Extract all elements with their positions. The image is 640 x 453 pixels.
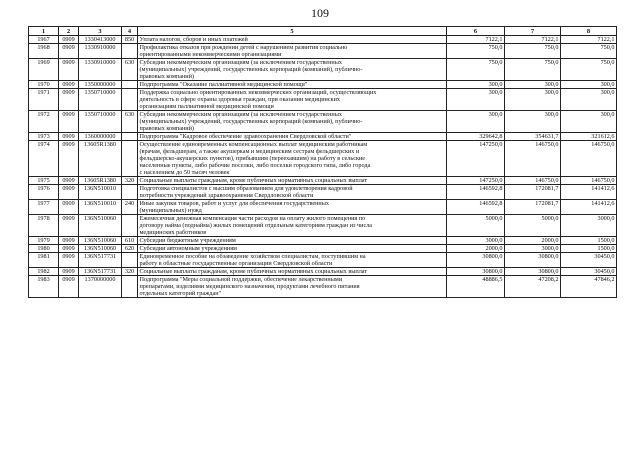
expense-type-cell <box>122 81 138 89</box>
description-line: Субсидии автономным учреждениям <box>139 245 237 252</box>
amount-year3-cell: 30450,0 <box>561 253 617 268</box>
table-row <box>29 44 617 59</box>
description-cell <box>138 253 447 268</box>
row-number-cell: 1981 <box>29 253 59 268</box>
description-line: работу в областные государственные организации Свердловской области <box>139 260 333 267</box>
amount-year3-cell: 300,0 <box>561 89 617 111</box>
row-number-cell: 1979 <box>29 237 59 245</box>
amount-year1-cell: 48886,5 <box>447 276 505 298</box>
amount-year2-cell: 354631,7 <box>505 133 561 141</box>
target-code-cell: 1330413000 <box>79 36 122 44</box>
description-cell <box>138 111 447 133</box>
expense-type-cell: 240 <box>122 200 138 215</box>
description-line: Социальные выплаты гражданам, кроме публичных нормативных социальных выплат <box>139 177 368 184</box>
expense-type-cell <box>122 276 138 298</box>
description-cell <box>138 177 447 185</box>
description-line: потребности учреждений здравоохранения Свердловской области <box>139 192 314 199</box>
row-number-cell: 1980 <box>29 245 59 253</box>
description-line: с населением до 50 тысяч человек <box>139 169 230 176</box>
description-line: (муниципальных) нужд <box>139 207 202 214</box>
expense-type-cell <box>122 253 138 268</box>
amount-year1-cell: 2000,0 <box>447 245 505 253</box>
amount-year1-cell: 7122,1 <box>447 36 505 44</box>
amount-year1-cell: 300,0 <box>447 111 505 133</box>
table-row <box>29 215 617 237</box>
description-line: (муниципальных) учреждений, государственных корпораций (компаний), публично- <box>139 66 363 73</box>
amount-year1-cell: 30800,0 <box>447 268 505 276</box>
section-code-cell: 0909 <box>59 141 79 177</box>
amount-year3-cell: 300,0 <box>561 81 617 89</box>
target-code-cell: 1350710000 <box>79 111 122 133</box>
description-line: (муниципальных) учреждений, государственных корпораций (компаний), публично- <box>139 118 363 125</box>
header-cell-8: 8 <box>561 27 617 36</box>
amount-year3-cell: 141412,6 <box>561 200 617 215</box>
row-number-cell: 1973 <box>29 133 59 141</box>
header-cell-4: 4 <box>122 27 138 36</box>
amount-year1-cell: 300,0 <box>447 89 505 111</box>
description-line: отдельных категорий граждан" <box>139 290 222 297</box>
amount-year1-cell: 329642,8 <box>447 133 505 141</box>
section-code-cell: 0909 <box>59 185 79 200</box>
table-row <box>29 177 617 185</box>
amount-year2-cell: 47208,2 <box>505 276 561 298</box>
amount-year3-cell: 7122,1 <box>561 36 617 44</box>
header-cell-6: 6 <box>447 27 505 36</box>
amount-year3-cell: 1500,0 <box>561 245 617 253</box>
table-row <box>29 200 617 215</box>
description-line: Социальные выплаты гражданам, кроме публичных нормативных социальных выплат <box>139 268 368 275</box>
table-row <box>29 185 617 200</box>
description-line: Иные закупки товаров, работ и услуг для обеспечения государственных <box>139 200 329 207</box>
expense-type-cell: 620 <box>122 245 138 253</box>
description-line: Профилактика отказов при рождении детей с нарушением развития социально <box>139 44 348 51</box>
amount-year3-cell: 141412,6 <box>561 185 617 200</box>
expense-type-cell <box>122 215 138 237</box>
table-row <box>29 36 617 44</box>
amount-year2-cell: 7122,1 <box>505 36 561 44</box>
section-code-cell: 0909 <box>59 36 79 44</box>
section-code-cell: 0909 <box>59 268 79 276</box>
target-code-cell: 1370000000 <box>79 276 122 298</box>
description-line: Осуществление единовременных компенсационных выплат медицинским работникам <box>139 141 368 148</box>
description-cell <box>138 237 447 245</box>
row-number-cell: 1983 <box>29 276 59 298</box>
description-line: препаратами, изделиями медицинского назначения, продуктами лечебного питания <box>139 283 360 290</box>
target-code-cell: 1330910000 <box>79 59 122 81</box>
expense-type-cell: 610 <box>122 237 138 245</box>
table-row <box>29 253 617 268</box>
description-cell <box>138 81 447 89</box>
row-number-cell: 1971 <box>29 89 59 111</box>
table-body <box>29 36 617 298</box>
description-cell <box>138 89 447 111</box>
row-number-cell: 1977 <box>29 200 59 215</box>
section-code-cell: 0909 <box>59 59 79 81</box>
budget-table <box>28 26 617 298</box>
expense-type-cell <box>122 185 138 200</box>
amount-year3-cell: 750,0 <box>561 44 617 59</box>
amount-year2-cell: 30800,0 <box>505 253 561 268</box>
description-line: медицинских работников <box>139 229 207 236</box>
target-code-cell: 136N510060 <box>79 215 122 237</box>
description-cell <box>138 268 447 276</box>
target-code-cell: 13605R1380 <box>79 141 122 177</box>
section-code-cell: 0909 <box>59 89 79 111</box>
description-line: Субсидии бюджетным учреждениям <box>139 237 236 244</box>
amount-year1-cell: 5000,0 <box>447 215 505 237</box>
table-row <box>29 89 617 111</box>
amount-year3-cell: 750,0 <box>561 59 617 81</box>
header-row <box>29 27 617 36</box>
section-code-cell: 0909 <box>59 177 79 185</box>
target-code-cell: 1350710000 <box>79 89 122 111</box>
section-code-cell: 0909 <box>59 44 79 59</box>
section-code-cell: 0909 <box>59 81 79 89</box>
expense-type-cell <box>122 133 138 141</box>
section-code-cell: 0909 <box>59 111 79 133</box>
row-number-cell: 1972 <box>29 111 59 133</box>
amount-year3-cell: 3000,0 <box>561 215 617 237</box>
amount-year1-cell: 750,0 <box>447 44 505 59</box>
table-row <box>29 133 617 141</box>
expense-type-cell <box>122 44 138 59</box>
description-cell <box>138 200 447 215</box>
page-number: 109 <box>311 6 329 20</box>
table-row <box>29 276 617 298</box>
description-line: Подпрограмма "Кадровое обеспечение здравоохранения Свердловской области" <box>139 133 352 140</box>
description-line: фельдшерско-акушерских пунктов), прибывшим (переехавшим) на работу в сельские <box>139 155 366 162</box>
target-code-cell: 13605R1380 <box>79 177 122 185</box>
header-cell-1: 1 <box>29 27 59 36</box>
section-code-cell: 0909 <box>59 133 79 141</box>
expense-type-cell <box>122 141 138 177</box>
expense-type-cell: 630 <box>122 59 138 81</box>
row-number-cell: 1974 <box>29 141 59 177</box>
row-number-cell: 1967 <box>29 36 59 44</box>
description-cell <box>138 141 447 177</box>
table-row <box>29 81 617 89</box>
table-row <box>29 245 617 253</box>
target-code-cell: 1350000000 <box>79 81 122 89</box>
table-row <box>29 237 617 245</box>
amount-year1-cell: 300,0 <box>447 81 505 89</box>
row-number-cell: 1975 <box>29 177 59 185</box>
section-code-cell: 0909 <box>59 200 79 215</box>
amount-year2-cell: 300,0 <box>505 111 561 133</box>
description-line: Субсидии некоммерческим организациям (за исключением государственных <box>139 59 342 66</box>
description-line: Подпрограмма "Меры социальной поддержки, обеспечение лекарственными <box>139 276 343 283</box>
target-code-cell: 136N510060 <box>79 245 122 253</box>
row-number-cell: 1978 <box>29 215 59 237</box>
amount-year1-cell: 147250,0 <box>447 141 505 177</box>
row-number-cell: 1982 <box>29 268 59 276</box>
description-cell <box>138 59 447 81</box>
amount-year2-cell: 3000,0 <box>505 245 561 253</box>
target-code-cell: 1360000000 <box>79 133 122 141</box>
description-line: деятельность в сфере охраны здоровья граждан, при оказании медицинских <box>139 96 340 103</box>
header-cell-2: 2 <box>59 27 79 36</box>
amount-year3-cell: 1500,0 <box>561 237 617 245</box>
expense-type-cell: 630 <box>122 111 138 133</box>
row-number-cell: 1969 <box>29 59 59 81</box>
description-line: ориентированными некоммерческими организациями <box>139 51 282 58</box>
amount-year3-cell: 300,0 <box>561 111 617 133</box>
amount-year3-cell: 30450,0 <box>561 268 617 276</box>
description-line: (врачам, фельдшерам, а также акушеркам и медицинским сестрам фельдшерских и <box>139 148 360 155</box>
expense-type-cell: 320 <box>122 177 138 185</box>
row-number-cell: 1976 <box>29 185 59 200</box>
target-code-cell: 136N510060 <box>79 237 122 245</box>
target-code-cell: 1330910000 <box>79 44 122 59</box>
amount-year2-cell: 172081,7 <box>505 185 561 200</box>
target-code-cell: 136N510010 <box>79 200 122 215</box>
section-code-cell: 0909 <box>59 245 79 253</box>
target-code-cell: 136N517731 <box>79 268 122 276</box>
amount-year2-cell: 146750,0 <box>505 141 561 177</box>
section-code-cell: 0909 <box>59 253 79 268</box>
description-line: населенные пункты, либо рабочие поселки, либо поселки городского типа, либо города <box>139 162 371 169</box>
description-line: организациям паллиативной медицинской помощи <box>139 103 274 110</box>
amount-year1-cell: 146592,8 <box>447 185 505 200</box>
description-cell <box>138 276 447 298</box>
description-line: Поддержка социально ориентированных некоммерческих организаций, осуществляющих <box>139 89 377 96</box>
amount-year2-cell: 5000,0 <box>505 215 561 237</box>
description-line: правовых компаний) <box>139 73 194 80</box>
description-line: Уплата налогов, сборов и иных платежей <box>139 36 248 43</box>
description-line: правовых компаний) <box>139 125 194 132</box>
section-code-cell: 0909 <box>59 215 79 237</box>
section-code-cell: 0909 <box>59 237 79 245</box>
description-line: договору найма (поднайма) жилых помещений отдельным категориям граждан из числа <box>139 222 373 229</box>
description-line: Единовременное пособие на обзаведение хозяйством специалистам, поступившим на <box>139 253 366 260</box>
amount-year3-cell: 146750,0 <box>561 177 617 185</box>
description-cell <box>138 36 447 44</box>
amount-year2-cell: 750,0 <box>505 59 561 81</box>
header-cell-7: 7 <box>505 27 561 36</box>
description-line: Подпрограмма "Оказание паллиативной медицинской помощи" <box>139 81 308 88</box>
header-cell-3: 3 <box>79 27 122 36</box>
expense-type-cell: 320 <box>122 268 138 276</box>
amount-year2-cell: 146750,0 <box>505 177 561 185</box>
amount-year2-cell: 300,0 <box>505 81 561 89</box>
description-line: Подготовка специалистов с высшим образованием для удовлетворения кадровой <box>139 185 353 192</box>
description-line: Ежемесячная денежная компенсация части расходов на оплату жилого помещения по <box>139 215 366 222</box>
target-code-cell: 136N517731 <box>79 253 122 268</box>
description-cell <box>138 245 447 253</box>
amount-year3-cell: 321612,6 <box>561 133 617 141</box>
table-row <box>29 268 617 276</box>
amount-year2-cell: 2000,0 <box>505 237 561 245</box>
description-cell <box>138 215 447 237</box>
amount-year1-cell: 3000,0 <box>447 237 505 245</box>
description-cell <box>138 44 447 59</box>
expense-type-cell: 850 <box>122 36 138 44</box>
amount-year2-cell: 30800,0 <box>505 268 561 276</box>
row-number-cell: 1970 <box>29 81 59 89</box>
header-cell-5: 5 <box>138 27 447 36</box>
description-cell <box>138 185 447 200</box>
table-row <box>29 111 617 133</box>
amount-year2-cell: 750,0 <box>505 44 561 59</box>
expense-type-cell <box>122 89 138 111</box>
description-cell <box>138 133 447 141</box>
section-code-cell: 0909 <box>59 276 79 298</box>
target-code-cell: 136N510010 <box>79 185 122 200</box>
table-row <box>29 59 617 81</box>
amount-year1-cell: 750,0 <box>447 59 505 81</box>
amount-year1-cell: 30800,0 <box>447 253 505 268</box>
amount-year3-cell: 47846,2 <box>561 276 617 298</box>
amount-year1-cell: 146592,8 <box>447 200 505 215</box>
row-number-cell: 1968 <box>29 44 59 59</box>
amount-year3-cell: 146750,0 <box>561 141 617 177</box>
description-line: Субсидии некоммерческим организациям (за исключением государственных <box>139 111 342 118</box>
amount-year1-cell: 147250,0 <box>447 177 505 185</box>
amount-year2-cell: 172081,7 <box>505 200 561 215</box>
amount-year2-cell: 300,0 <box>505 89 561 111</box>
table-row <box>29 141 617 177</box>
